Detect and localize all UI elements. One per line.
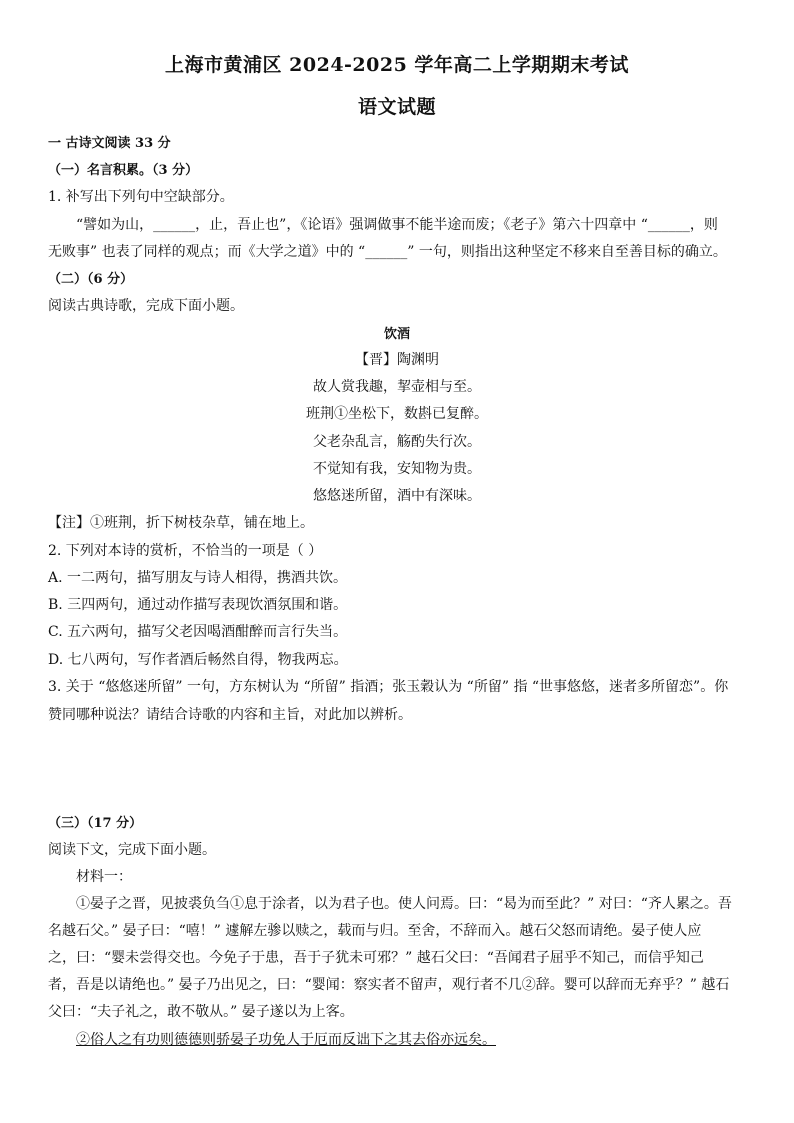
poem-line: 班荆①坐松下，数斟已复醉。 [306,406,488,422]
passage-line: 者，吾是以请绝也。” 晏子乃出见之，曰：“婴闻：察实者不留声，观行者不几②辞。婴可以辞而无弃乎？” 越石 [48,977,730,993]
passage-line: ①晏子之晋，见披裘负刍①息于涂者，以为君子也。使人问焉。曰：“曷为而至此？” 对曰：“齐人累之。吾 [76,896,732,912]
option-a: A. 一二两句，描写朋友与诗人相得，携酒共饮。 [48,570,348,586]
document-title: 上海市黄浦区 2024-2025 学年高二上学期期末考试 [165,54,629,76]
part3-heading: （三）（17 分） [48,816,143,831]
question-2: 2. 下列对本诗的赏析，不恰当的一项是（ ） [48,543,323,559]
part2-intro: 阅读古典诗歌，完成下面小题。 [48,298,244,314]
passage-line: 之，曰：“婴未尝得交也。今免子于患，吾于子犹未可邪？” 越石父曰：“吾闻君子屈乎不知己，而信乎知己 [48,950,704,966]
poem-author: 【晋】陶渊明 [355,352,439,368]
document-subtitle: 语文试题 [357,96,436,118]
question-1-line-2: 无败事” 也表了同样的观点；而《大学之道》中的 “______” 一句，则指出这种坚定不移来自至善目标的确立。 [48,244,727,260]
part2-heading: （二）（6 分） [48,272,134,287]
poem-line: 不觉知有我，安知物为贵。 [313,461,481,477]
option-d: D. 七八两句，写作者酒后畅然自得，物我两忘。 [48,652,348,668]
question-1-line-1: “譬如为山，______，止，吾止也”，《论语》强调做事不能半途而废；《老子》第六十四章中 “______，则 [76,217,718,233]
question-3-line-2: 赞同哪种说法？请结合诗歌的内容和主旨，对此加以辨析。 [48,707,412,723]
poem-note: 【注】①班荆，折下树枝杂草，铺在地上。 [48,515,314,531]
material-label: 材料一： [76,869,132,885]
section-heading: 一 古诗文阅读 33 分 [48,136,171,151]
passage-line: 父曰：“夫子礼之，敢不敬从。” 晏子遂以为上客。 [48,1004,354,1020]
question-3-line-1: 3. 关于 “悠悠迷所留” 一句，方东树认为 “所留” 指酒；张玉穀认为 “所留” 指 “世事悠悠，迷者多所留恋”。你 [48,679,729,695]
part1-heading: （一）名言积累。（3 分） [48,163,199,178]
passage-line: 名越石父。” 晏子曰：“嘻！” 遽解左骖以赎之，载而与归。至舍，不辞而入。越石父怒而请绝。晏子使人应 [48,923,702,939]
part3-intro: 阅读下文，完成下面小题。 [48,842,216,858]
option-c: C. 五六两句，描写父老因喝酒酣醉而言行失当。 [48,624,348,640]
poem-line: 悠悠迷所留，酒中有深味。 [313,488,481,504]
poem-title: 饮酒 [383,327,410,342]
poem-line: 父老杂乱言，觞酌失行次。 [313,434,481,450]
option-b: B. 三四两句，通过动作描写表现饮酒氛围和谐。 [48,597,348,613]
passage-para-2: ②俗人之有功则德德则骄晏子功免人于厄而反诎下之其去俗亦远矣。 [76,1032,496,1048]
poem-line: 故人赏我趣，挈壶相与至。 [313,379,481,395]
question-1: 1. 补写出下列句中空缺部分。 [48,189,234,205]
